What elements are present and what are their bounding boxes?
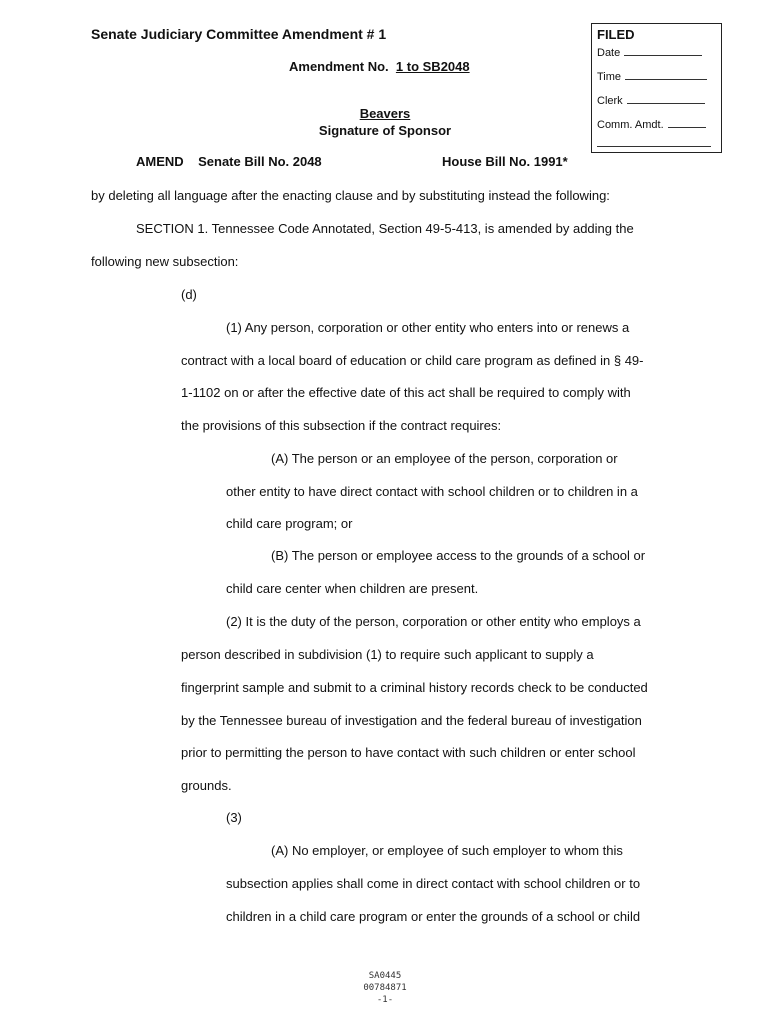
filed-title: FILED — [597, 27, 635, 42]
amend-senate-bill: AMEND Senate Bill No. 2048 — [136, 154, 322, 169]
body-line: SECTION 1. Tennessee Code Annotated, Section 49-5-413, is amended by adding the — [136, 221, 634, 236]
body-line: (B) The person or employee access to the grounds of a school or — [271, 548, 646, 563]
body-line: subsection applies shall come in direct contact with school children or to — [226, 876, 641, 891]
footer-code-1: SA0445 — [368, 971, 402, 981]
sponsor-name: Beavers — [359, 106, 411, 121]
amendment-number-line — [289, 59, 470, 74]
body-line: (2) It is the duty of the person, corporation or other entity who employs a — [226, 614, 641, 629]
committee-title: Senate Judiciary Committee Amendment # 1 — [91, 26, 387, 42]
body-line: (A) No employer, or employee of such employer to whom this — [271, 843, 623, 858]
filed-clerk-label: Clerk — [597, 95, 623, 107]
filed-time-label: Time — [597, 71, 622, 83]
body-line: by the Tennessee bureau of investigation and the federal bureau of investigation — [181, 713, 642, 728]
body-line: (1) Any person, corporation or other entity who enters into or renews a — [226, 320, 630, 335]
body-line: person described in subdivision (1) to require such applicant to supply a — [181, 647, 594, 662]
body-line: 1-1102 on or after the effective date of this act shall be required to comply with — [181, 385, 631, 400]
filed-clerk-row — [597, 93, 705, 107]
body-line: (3) — [226, 810, 242, 825]
body-line: grounds. — [181, 778, 232, 793]
body-line: other entity to have direct contact with school children or to children in a — [226, 484, 638, 499]
amendment-number: 1 to SB2048 — [395, 59, 470, 74]
body-line: the provisions of this subsection if the contract requires: — [181, 418, 502, 433]
filed-date-label: Date — [597, 47, 621, 59]
amendment-prefix: Amendment No. — [289, 59, 389, 74]
body-line: children in a child care program or enter the grounds of a school or child — [226, 909, 641, 924]
body-line: fingerprint sample and submit to a criminal history records check to be conducted — [181, 680, 648, 695]
body-line: contract with a local board of education or child care program as defined in § 49- — [181, 353, 644, 368]
filed-time-row — [597, 69, 707, 83]
body-line: prior to permitting the person to have contact with such children or enter school — [181, 745, 636, 760]
filed-comm-label: Comm. Amdt. — [597, 119, 664, 131]
body-line: (A) The person or an employee of the person, corporation or — [271, 451, 618, 466]
house-bill: House Bill No. 1991* — [442, 154, 568, 169]
body-line: (d) — [181, 287, 197, 302]
filed-extra-line — [597, 136, 711, 150]
body-line: child care program; or — [226, 516, 353, 531]
filed-box — [591, 23, 722, 153]
filed-comm-row — [597, 117, 706, 131]
footer-code-2: 00784871 — [363, 983, 407, 993]
body-line: by deleting all language after the enacting clause and by substituting instead the following: — [91, 188, 610, 203]
page-number: -1- — [376, 995, 394, 1005]
body-line: child care center when children are present. — [226, 581, 479, 596]
sponsor-label-text: Signature of Sponsor — [318, 123, 452, 138]
filed-date-row — [597, 45, 702, 59]
body-line: following new subsection: — [91, 254, 239, 269]
